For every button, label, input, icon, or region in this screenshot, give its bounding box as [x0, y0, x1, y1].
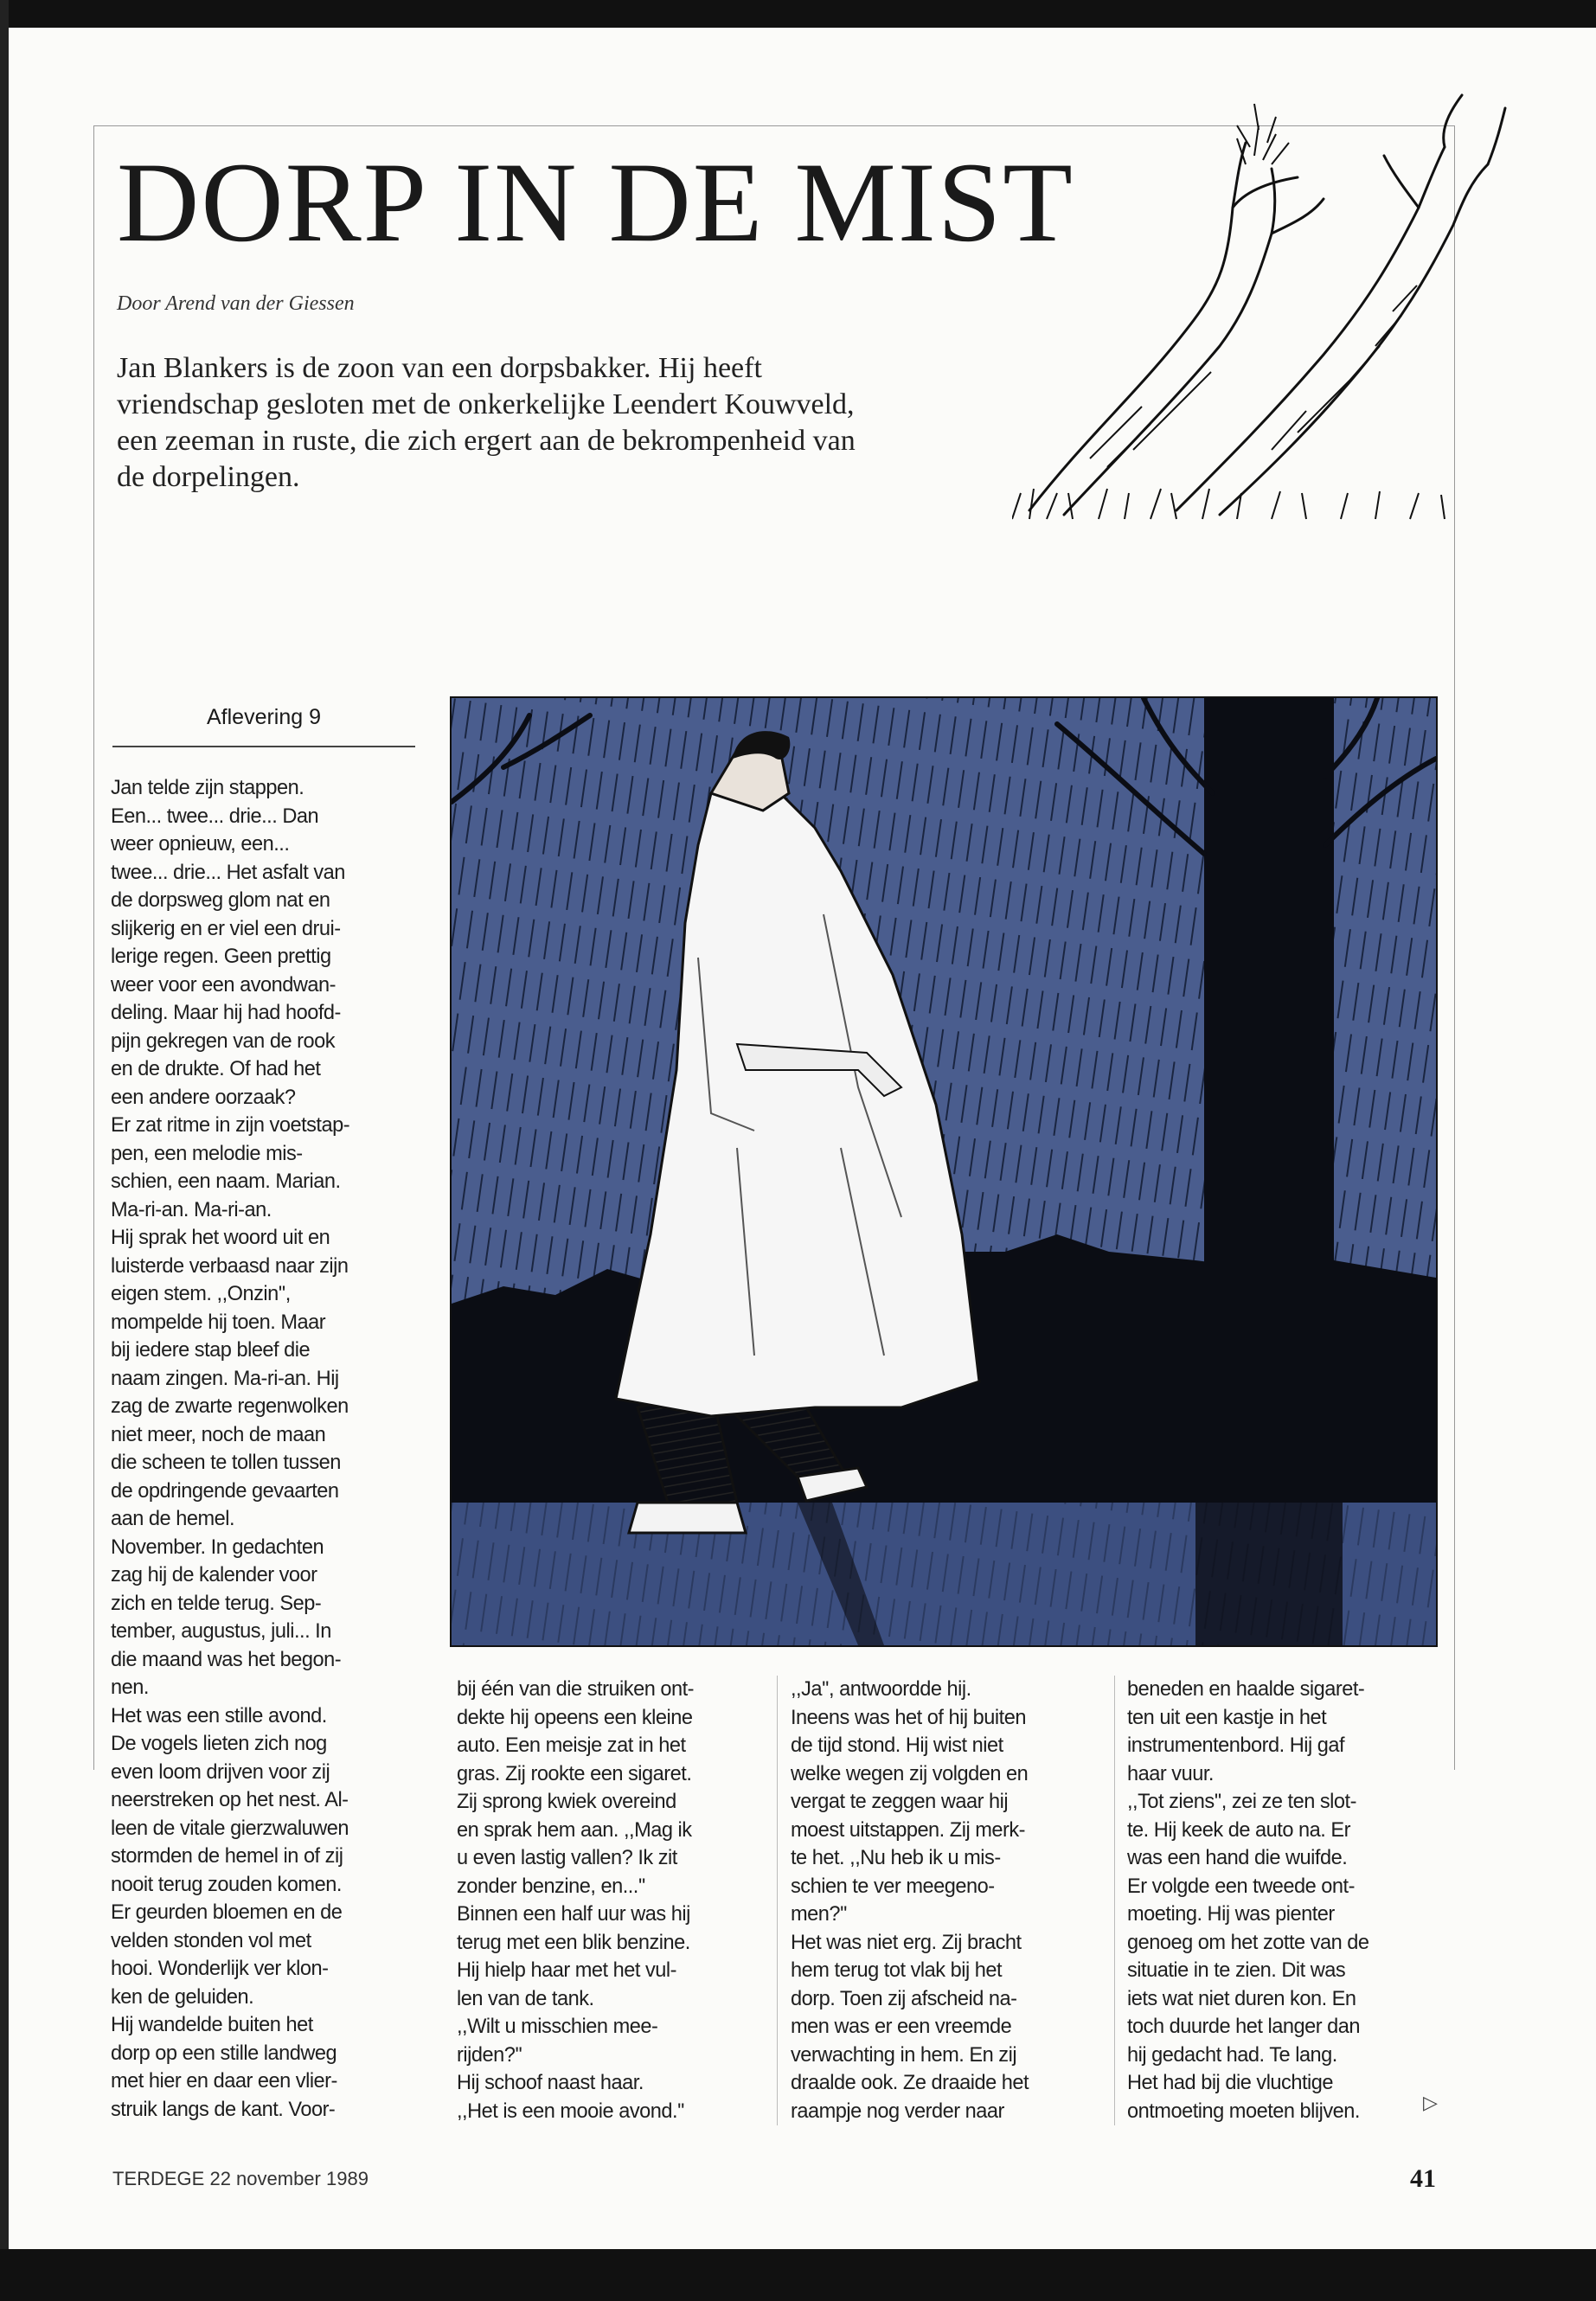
article-intro: Jan Blankers is de zoon van een dorpsbakker. Hij heeft vriendschap gesloten met de onkerkelijke Leendert Kouwveld, een zeeman in ruste, die zich ergert aan de bekrompenheid van de dorpelingen.: [117, 352, 856, 494]
body-column-2: bij één van die struiken ont- dekte hij opeens een kleine auto. Een meisje zat in het gras. Zij rookte een sigaret. Zij sprong kwiek overeind en sprak hem aan. ,,Mag ik u even lastig vallen? Ik zit zonder benzine, en...'' Binnen een half uur was hij terug met een blik benzine. Hij hielp haar met het vul- len van de tank. ,,Wilt u misschien mee- rijden?'' Hij schoof naast haar. ,,Het is een mooie avond.'': [457, 1678, 695, 2123]
willow-trees-illustration: [1012, 61, 1509, 528]
episode-rule: [112, 746, 415, 747]
body-column-1: Jan telde zijn stappen. Een... twee... drie... Dan weer opnieuw, een... twee... drie... Het asfalt van de dorpsweg glom nat en slijkerig en er viel een drui- lerige regen. Geen prettig weer voor een avondwan- deling. Maar hij had hoofd- pijn gekregen van de rook en de drukte. Of had het een andere oorzaak? Er zat ritme in zijn voetstap- pen, een melodie mis- schien, een naam. Marian. Ma-ri-an. Ma-ri-an. Hij sprak het woord uit en luisterde verbaasd naar zijn eigen stem. ,,Onzin'', mompelde hij toen. Maar bij iedere stap bleef die naam zingen. Ma-ri-an. Hij zag de zwarte regenwolken niet meer, noch de maan die scheen te tollen tussen de opdringende gevaarten aan de hemel. November. In gedachten zag hij de kalender voor zich en telde terug. Sep- tember, augustus, juli... In die maand was het begon- nen. Het was een stille avond. De vogels lieten zich nog even loom drijven voor zij neerstreken op het nest. Al- leen de vitale gierzwaluwen stormden de hemel in of zij nooit terug zouden komen. Er geurden bloemen en de velden stonden vol met hooi. Wonderlijk ver klon- ken de geluiden. Hij wandelde buiten het dorp op een stille landweg met hier en daar een vlier- struik langs de kant. Voor-: [111, 777, 350, 2121]
body-column-4: beneden en haalde sigaret- ten uit een kastje in het instrumentenbord. Hij gaf haar vuur. ,,Tot ziens'', zei ze ten slot- te. Hij keek de auto na. Er was een hand die wuifde. Er volgde een tweede ont- moeting. Hij was pienter genoeg om het zotte van de situatie in te zien. Dit was iets wat niet duren kon. En toch duurde het langer dan hij gedacht had. Te lang. Het had bij die vluchtige ontmoeting moeten blijven.: [1127, 1678, 1369, 2123]
article-author: Door Arend van der Giessen: [117, 292, 355, 315]
scan-bottom-edge: [0, 2249, 1596, 2301]
article-title: DORP IN DE MIST: [117, 138, 1074, 266]
column-divider: [1114, 1676, 1115, 2125]
page-number: 41: [1410, 2164, 1436, 2193]
scan-left-edge: [0, 0, 9, 2301]
episode-label: Aflevering 9: [206, 705, 322, 729]
scan-top-edge: [0, 0, 1596, 28]
body-column-3: ,,Ja'', antwoordde hij. Ineens was het of hij buiten de tijd stond. Hij wist niet welke wegen zij volgden en vergat te zeggen waar hij moest uitstappen. Zij merk- te het. ,,Nu heb ik u mis- schien te ver meegeno- men?'' Het was niet erg. Zij bracht hem terug tot vlak bij het dorp. Toen zij afscheid na- men was er een vreemde verwachting in hem. En zij draalde ook. Ze draaide het raampje nog verder naar: [791, 1678, 1029, 2123]
publication-footer: TERDEGE 22 november 1989: [112, 2168, 369, 2189]
column-divider: [777, 1676, 778, 2125]
man-in-rain-illustration: [450, 696, 1438, 1647]
continue-arrow-icon: ▷: [1423, 2092, 1438, 2113]
